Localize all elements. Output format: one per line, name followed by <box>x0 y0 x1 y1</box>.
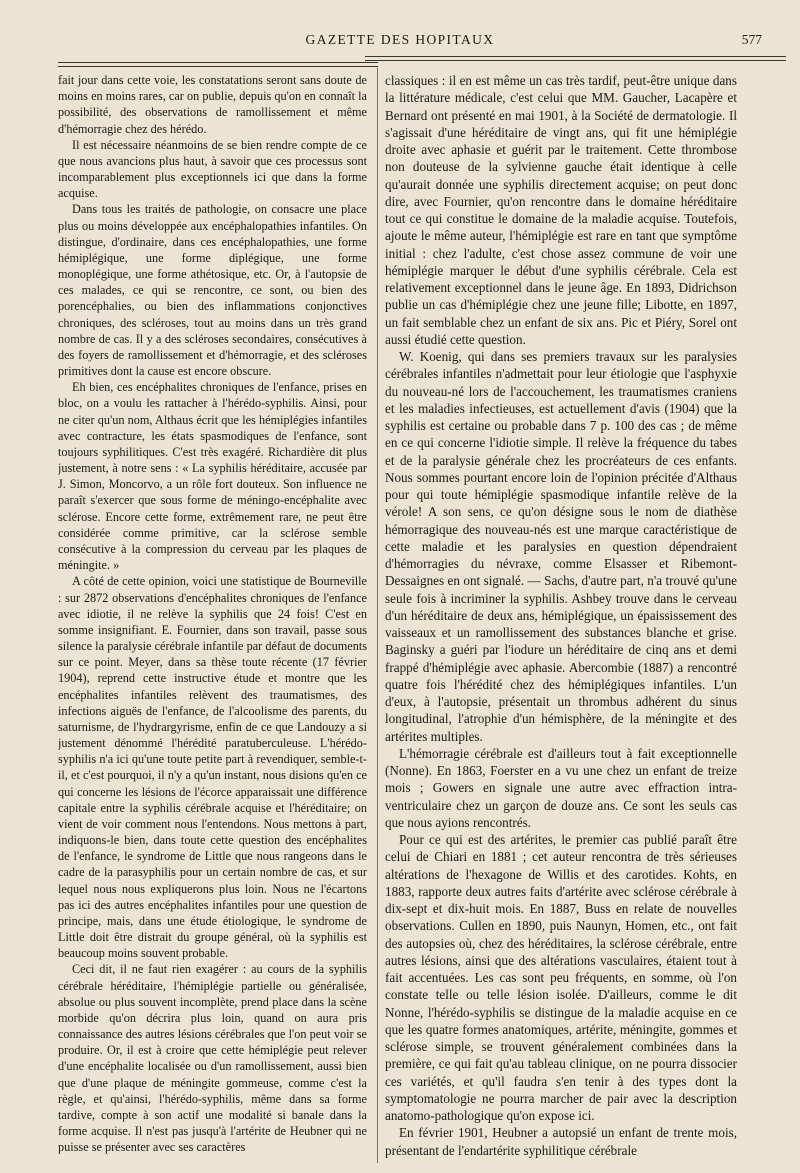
paragraph: classiques : il en est même un cas très tardif, peut-être unique dans la littérature médicale, c'est celui que MM. Gaucher, Lacapère et Bernard ont présenté en mai 1901, à la Société de dermatologie. Il s'agissait d'une héréditaire de vingt ans, qui fit une hémiplégie droite avec aphasie et guérit par le traitement. Cette thrombose non douteuse de la sylvienne gauche était identique à celle qu'aurait donnée une syphilis directement acquise; on peut donc dire, avec Fournier, qu'on rencontre dans le domaine héréditaire tout ce qui constitue le domaine de la maladie acquise. Toutefois, ajoute le même auteur, l'hémiplégie est rare en tant que symptôme initial : chez l'adulte, c'est chose assez commune de voir une hémiplégie marquer le début d'une syphilis cérébrale. Cela est relativement exceptionnel dans le jeune âge. En 1893, Didrichson publie un cas d'hémiplégie chez une jeune fille; Libotte, en 1897, un fait semblable chez un enfant de six ans. Pic et Piéry, Sorel ont aussi étudié cette question. <box>385 73 737 347</box>
right-column <box>385 72 737 1162</box>
header-rule <box>365 60 786 61</box>
page-number: 577 <box>741 32 762 47</box>
paragraph: W. Koenig, qui dans ses premiers travaux sur les paralysies cérébrales infantiles n'admettait pour leur étiologie que l'asphyxie du nouveau-né lors de l'accouchement, les traumatismes craniens et les maladies infectieuses, est actuellement d'avis (1904) que la syphilis est certaine ou probable dans 7 p. 100 des cas ; de même en ce qui concerne l'idiotie simple. Il relève la fréquence du tabes et de la paralysie générale chez les procréateurs de ces enfants. Nous sommes pourtant encore loin de l'opinion précitée d'Althaus pour qui toute hémiplégie spasmodique infantile relève de la vérole! A son sens, ce qu'on désigne sous le nom de diathèse hémorragique des nouveau-nés est une marque caractéristique de cette maladie et les paralysies en question dépendraient d'hémorragies du névraxe, comme Elsasser et Ribemont-Dessaignes en ont signalé. — Sachs, d'autre part, n'a trouvé qu'une seule fois à incriminer la syphilis. Ashbey trouve dans le cerveau d'un héréditaire de deux ans, hémiplégique, un épaississement des vaisseaux et un ramollissement des substances blanche et grise. Baginsky a guéri par l'iodure un héréditaire de cinq ans et demi frappé d'hémiplégie avec aphasie. Abercombie (1887) a rencontré quatre fois l'hérédité chez des hémiplégiques infantiles. L'un d'eux, à l'autopsie, présentait un thrombus adhérent du sinus longitudinal, l'atrophie d'un hémisphère, de la méningite et des artérites multiples. <box>385 349 737 744</box>
column-divider <box>377 68 378 1163</box>
running-title: GAZETTE DES HOPITAUX <box>305 32 495 47</box>
paragraph: Ceci dit, il ne faut rien exagérer : au cours de la syphilis cérébrale héréditaire, l'hémiplégie partielle ou généralisée, absolue ou plus souvent incomplète, prend place dans la scène morbide qu'on décrira plus loin, quand on aura pris connaissance des autres lésions cérébrales que l'on peut voir se produire. Or, il est à croire que cette hémiplégie peut relever d'une encéphalite localisée ou d'un ramollissement, aussi bien que d'une plaque de méningite gommeuse, comme c'est la règle, et qu'ainsi, l'hérédo-syphilis, même dans sa forme tardive, compte à son actif une modalité si banale dans la forme acquise. Il n'est pas jusqu'à l'artérite de Heubner qui ne puisse se présenter avec ses caractères <box>58 962 367 1155</box>
paragraph: Il est nécessaire néanmoins de se bien rendre compte de ce que nous avancions plus haut, à savoir que ces processus sont incomparablement plus exceptionnels ici que dans la forme acquise. <box>58 137 367 201</box>
paragraph: L'hémorragie cérébrale est d'ailleurs tout à fait exceptionnelle (Nonne). En 1863, Foerster en a vu une chez un enfant de treize mois ; Gowers en signale une autre avec effraction intra-ventriculaire chez un garçon de douze ans. Ce sont les seuls cas que nous ayions rencontrés. <box>385 745 737 830</box>
paragraph: Dans tous les traités de pathologie, on consacre une place plus ou moins développée aux encéphalopathies infantiles. On distingue, d'ordinaire, dans ces encéphalopathies, une forme hémiplégique, une forme diplégique, une forme monoplégique, une forme athétosique, etc. Or, à l'autopsie de ces malades, ce qui se rencontre, ce sont, ou bien des porencéphalies, ou bien des inflammations conjonctives chroniques, des scléroses, tout au moins dans un très grand nombre de cas. Il y a des scléroses secondaires, consécutives à des foyers de ramollissement et d'hémorragie, et des scléroses primitives dont la cause est encore obscure. <box>58 202 367 379</box>
paragraph: Pour ce qui est des artérites, le premier cas publié paraît être celui de Chiari en 1881 ; cet auteur rencontra de très sérieuses altérations de l'hexagone de Willis et des carotides. Kohts, en 1883, rapporte deux autres faits d'artérite avec sclérose cérébrale à dix-sept et dix-huit mois. En 1887, Buss en relate de nouvelles observations. Cullen en 1890, puis Naunyn, Homen, etc., ont fait des autopsies où, chez des héréditaires, la sclérose cérébrale, entre autres lésions, ainsi que des altérations vasculaires, étaient tout à fait accentuées. Les cas sont peu fréquents, en somme, où l'on constate telle ou telle lésion isolée. D'ailleurs, comme le dit Nonne, l'hérédo-syphilis se distingue de la maladie acquise en ce que les quatre formes anatomiques, artérite, méningite, gommes et sclérose simple, se trouvent généralement combinées dans la première, ce qui fait qu'au tableau clinique, on ne pourra dissocier ces variétés, et qu'il faudra s'en tenir à des types dont la symptomatologie ne pourra marcher de pair avec la description anatomo-pathologique qu'on expose ici. <box>385 832 737 1123</box>
paragraph: fait jour dans cette voie, les constatations seront sans doute de moins en moins rares, car on publie, depuis qu'on en connaît la possibilité, des observations de ramollissement et même d'hémorragie chez des hérédo. <box>58 73 367 136</box>
header-rule <box>58 66 378 67</box>
page-header <box>0 32 800 54</box>
paragraph: A côté de cette opinion, voici une statistique de Bourneville : sur 2872 observations d'encéphalites chroniques de l'enfance avec idiotie, il ne relève la syphilis que 24 fois! C'est en somme insignifiant. E. Fournier, dans son travail, passe sous silence la paralysie cérébrale infantile par défaut de documents sur ce point. Meyer, dans sa thèse toute récente (17 février 1904), reprend cette instructive étude et montre que les encéphalites infantiles relèvent des traumatismes, des infections aiguës de l'enfance, de l'alcoolisme des parents, du saturnisme, de l'hydrargyrisme, enfin de ce que Landouzy a si justement dénommé l'hérédité paratuberculeuse. L'hérédo-syphilis n'a ici qu'une toute petite part à revendiquer, semble-t-il, et c'est pourquoi, il n'y a qu'un instant, nous disions qu'en ce qui concerne les lésions de l'écorce apparaissait une différence capitale entre la syphilis cérébrale acquise et l'héréditaire; on vient de voir comment nous l'entendons. Nous mettons à part, indiquons-le bien, dans toute cette question des encéphalites de l'enfance, le syndrome de Little que nous rangeons dans le cadre de la parasyphilis pour un certain nombre de cas, et sur lequel nous nous expliquerons plus loin. Nous ne l'écartons pas ici des autres encéphalites infantiles pour une question de principe, mais, dans une étude étiologique, le syndrome de Little doit être distrait du groupe général, où la syphilis est beaucoup moins souvent probable. <box>58 574 367 961</box>
paragraph: Eh bien, ces encéphalites chroniques de l'enfance, prises en bloc, on a voulu les rattacher à l'hérédo-syphilis. Ainsi, pour ne citer qu'un nom, Althaus écrit que les hémiplégies infantiles avec contracture, les états spasmodiques de l'enfance, sont toujours syphilitiques. C'est très exagéré. Richardière dit plus justement, à notre sens : « La syphilis héréditaire, accusée par J. Simon, Moncorvo, a un rôle fort douteux. Son influence ne paraît s'exercer que sous forme de méningo-encéphalite avec sclérose. Encore cette forme, extrêmement rare, ne peut être considérée comme primitive, car la sclérose semble consécutive à la compression du cerveau par les plaques de méningite. » <box>58 380 367 573</box>
header-rule <box>365 56 786 57</box>
left-column <box>58 72 367 1162</box>
header-rule <box>58 62 378 63</box>
paragraph: En février 1901, Heubner a autopsié un enfant de trente mois, présentant de l'endartérite syphilitique cérébrale <box>385 1125 737 1158</box>
